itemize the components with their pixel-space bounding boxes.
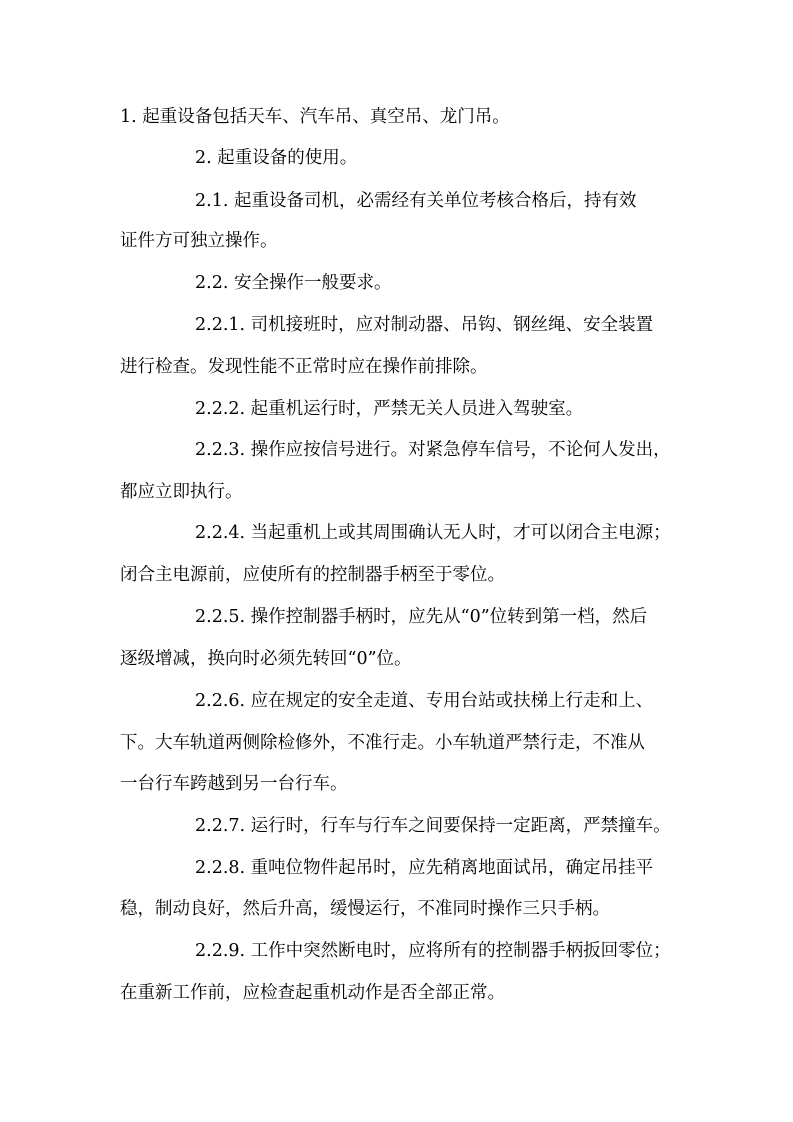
item-2-2-5-text: 2.2.5. 操作控制器手柄时，应先从“0”位转到第一档，然后 [195, 607, 648, 627]
item-2-2-1-continuation: 进行检查。发现性能不正常时应在操作前排除。 [120, 357, 488, 377]
item-2-2-4-text: 2.2.4. 当起重机上或其周围确认无人时，才可以闭合主电源； [195, 523, 671, 543]
item-2-2-9-text: 2.2.9. 工作中突然断电时，应将所有的控制器手柄扳回零位； [195, 941, 671, 961]
item-2-2-6-text: 2.2.6. 应在规定的安全走道、专用台站或扶梯上行走和上、 [195, 691, 654, 711]
item-1-text: 1. 起重设备包括天车、汽车吊、真空吊、龙门吊。 [120, 107, 510, 127]
item-2-2-1-text: 2.2.1. 司机接班时，应对制动器、吊钩、钢丝绳、安全装置 [195, 315, 654, 335]
item-2-2-5-continuation: 逐级增减，换向时必须先转回“0”位。 [120, 649, 412, 669]
item-2-2-7-text: 2.2.7. 运行时，行车与行车之间要保持一定距离，严禁撞车。 [195, 816, 671, 836]
item-2-2-8-continuation: 稳，制动良好，然后升高，缓慢运行，不准同时操作三只手柄。 [120, 899, 610, 919]
item-2-2-6-continuation-2: 一台行车跨越到另一台行车。 [120, 774, 348, 794]
item-2-2-2-text: 2.2.2. 起重机运行时，严禁无关人员进入驾驶室。 [195, 399, 584, 419]
item-2-2-6-continuation-1: 下。大车轨道两侧除检修外，不准行走。小车轨道严禁行走，不准从 [120, 733, 645, 753]
item-2-text: 2. 起重设备的使用。 [195, 148, 358, 168]
item-2-2-8-text: 2.2.8. 重吨位物件起吊时，应先稍离地面试吊，确定吊挂平 [195, 858, 654, 878]
item-2-2-text: 2.2. 安全操作一般要求。 [195, 273, 392, 293]
item-2-2-4-continuation: 闭合主电源前，应使所有的控制器手柄至于零位。 [120, 565, 505, 585]
item-2-2-9-continuation: 在重新工作前，应检查起重机动作是否全部正常。 [120, 983, 505, 1003]
item-2-1-continuation: 证件方可独立操作。 [120, 231, 278, 251]
item-2-2-3-continuation: 都应立即执行。 [120, 482, 243, 502]
item-2-1-text: 2.1. 起重设备司机，必需经有关单位考核合格后，持有效 [195, 191, 637, 211]
item-2-2-3-text: 2.2.3. 操作应按信号进行。对紧急停车信号，不论何人发出， [195, 440, 671, 460]
